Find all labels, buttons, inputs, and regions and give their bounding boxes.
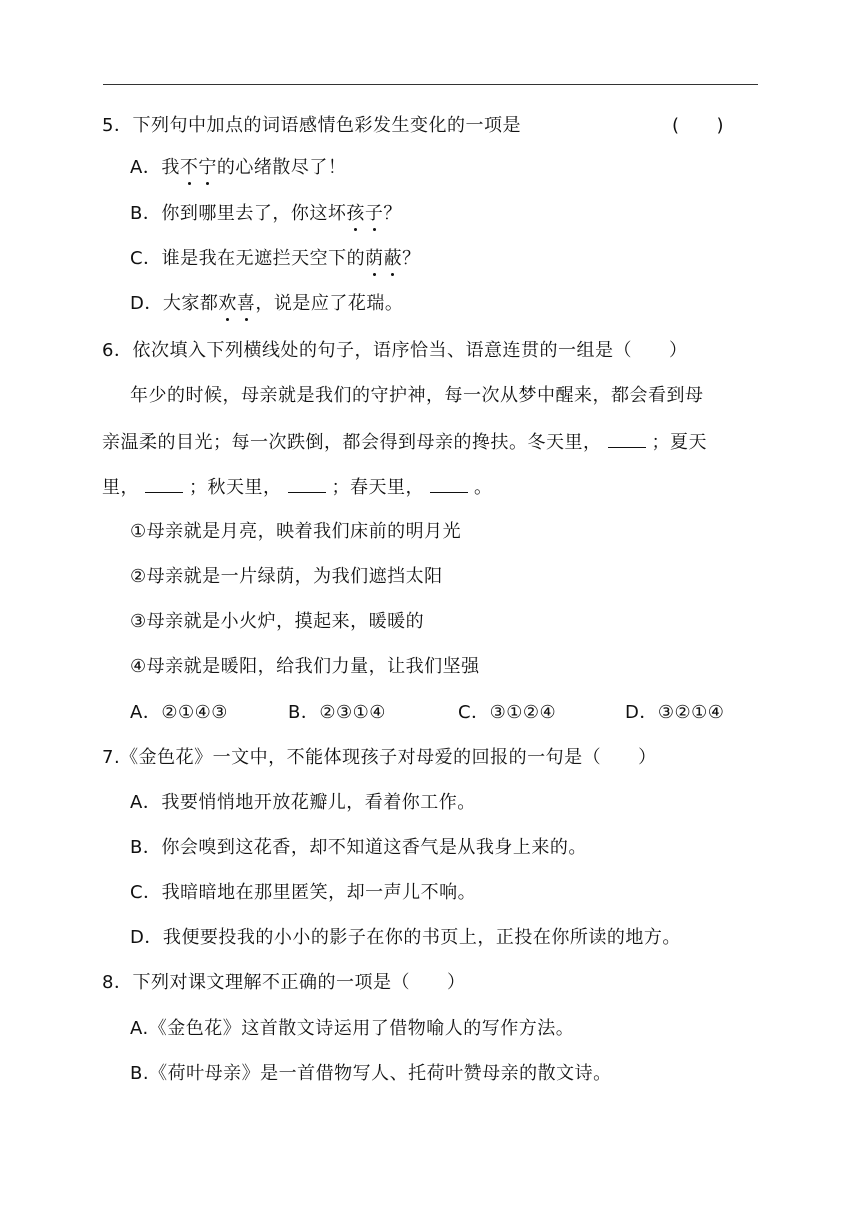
- dotted-char: 孩: [346, 201, 365, 227]
- q7-option-b[interactable]: B．你会嗅到这花香，却不知道这香气是从我身上来的。: [130, 837, 587, 858]
- q6-passage-line-1: 年少的时候，母亲就是我们的守护神，每一次从梦中醒来，都会看到母: [130, 385, 704, 406]
- q6-passage-line-2: 亲温柔的目光；每一次跌倒，都会得到母亲的搀扶。冬天里， ；夏天: [102, 429, 707, 456]
- q7-option-c[interactable]: C．我暗暗地在那里匿笑，却一声儿不响。: [130, 882, 477, 903]
- fill-blank[interactable]: [430, 474, 468, 493]
- fill-blank[interactable]: [608, 429, 646, 448]
- q6-sentence-1: ①母亲就是月亮，映着我们床前的明月光: [130, 521, 462, 542]
- q7-option-d[interactable]: D．我便要投我的小小的影子在你的书页上，正投在你所读的地方。: [130, 927, 681, 948]
- q6-sentence-2: ②母亲就是一片绿荫，为我们遮挡太阳: [130, 566, 443, 587]
- dotted-char: 喜: [237, 291, 256, 317]
- header-rule: [103, 84, 758, 85]
- q5-answer-paren: ( ): [672, 115, 725, 136]
- q6-option-c[interactable]: C．③①②④: [458, 702, 557, 723]
- fill-blank[interactable]: [288, 474, 326, 493]
- q6-sentence-3: ③母亲就是小火炉，摸起来，暖暖的: [130, 611, 425, 632]
- q6-option-d[interactable]: D．③②①④: [625, 702, 725, 723]
- q6-option-a[interactable]: A．②①④③: [130, 702, 228, 723]
- q8-stem: 8．下列对课文理解不正确的一项是（ ）: [102, 972, 466, 993]
- dotted-char: 欢: [218, 291, 237, 317]
- q8-option-b[interactable]: B.《荷叶母亲》是一首借物写人、托荷叶赞母亲的散文诗。: [130, 1063, 612, 1084]
- q7-option-a[interactable]: A．我要悄悄地开放花瓣儿，看着你工作。: [130, 792, 476, 813]
- q6-stem: 6．依次填入下列横线处的句子，语序恰当、语意连贯的一组是（ ）: [102, 340, 688, 361]
- q5-option-b[interactable]: B．你到哪里去了，你这坏孩子？: [130, 201, 402, 227]
- dotted-char: 荫: [365, 246, 384, 272]
- dotted-char: 子: [365, 201, 384, 227]
- q7-stem: 7.《金色花》一文中，不能体现孩子对母爱的回报的一句是（ ）: [102, 747, 657, 768]
- fill-blank[interactable]: [145, 474, 183, 493]
- q6-passage-line-3: 里， ；秋天里， ；春天里， 。: [102, 474, 493, 501]
- q5-stem: 5．下列句中加点的词语感情色彩发生变化的一项是: [102, 115, 521, 136]
- q5-option-a[interactable]: A．我不宁的心绪散尽了！: [130, 155, 346, 181]
- dotted-char: 不: [180, 155, 199, 181]
- q5-option-d[interactable]: D．大家都欢喜，说是应了花瑞。: [130, 291, 403, 317]
- dotted-char: 宁: [198, 155, 217, 181]
- q5-option-c[interactable]: C．谁是我在无遮拦天空下的荫蔽？: [130, 246, 421, 272]
- q8-option-a[interactable]: A.《金色花》这首散文诗运用了借物喻人的写作方法。: [130, 1018, 575, 1039]
- dotted-char: 蔽: [384, 246, 403, 272]
- q6-option-b[interactable]: B．②③①④: [288, 702, 386, 723]
- q6-sentence-4: ④母亲就是暖阳，给我们力量，让我们坚强: [130, 656, 480, 677]
